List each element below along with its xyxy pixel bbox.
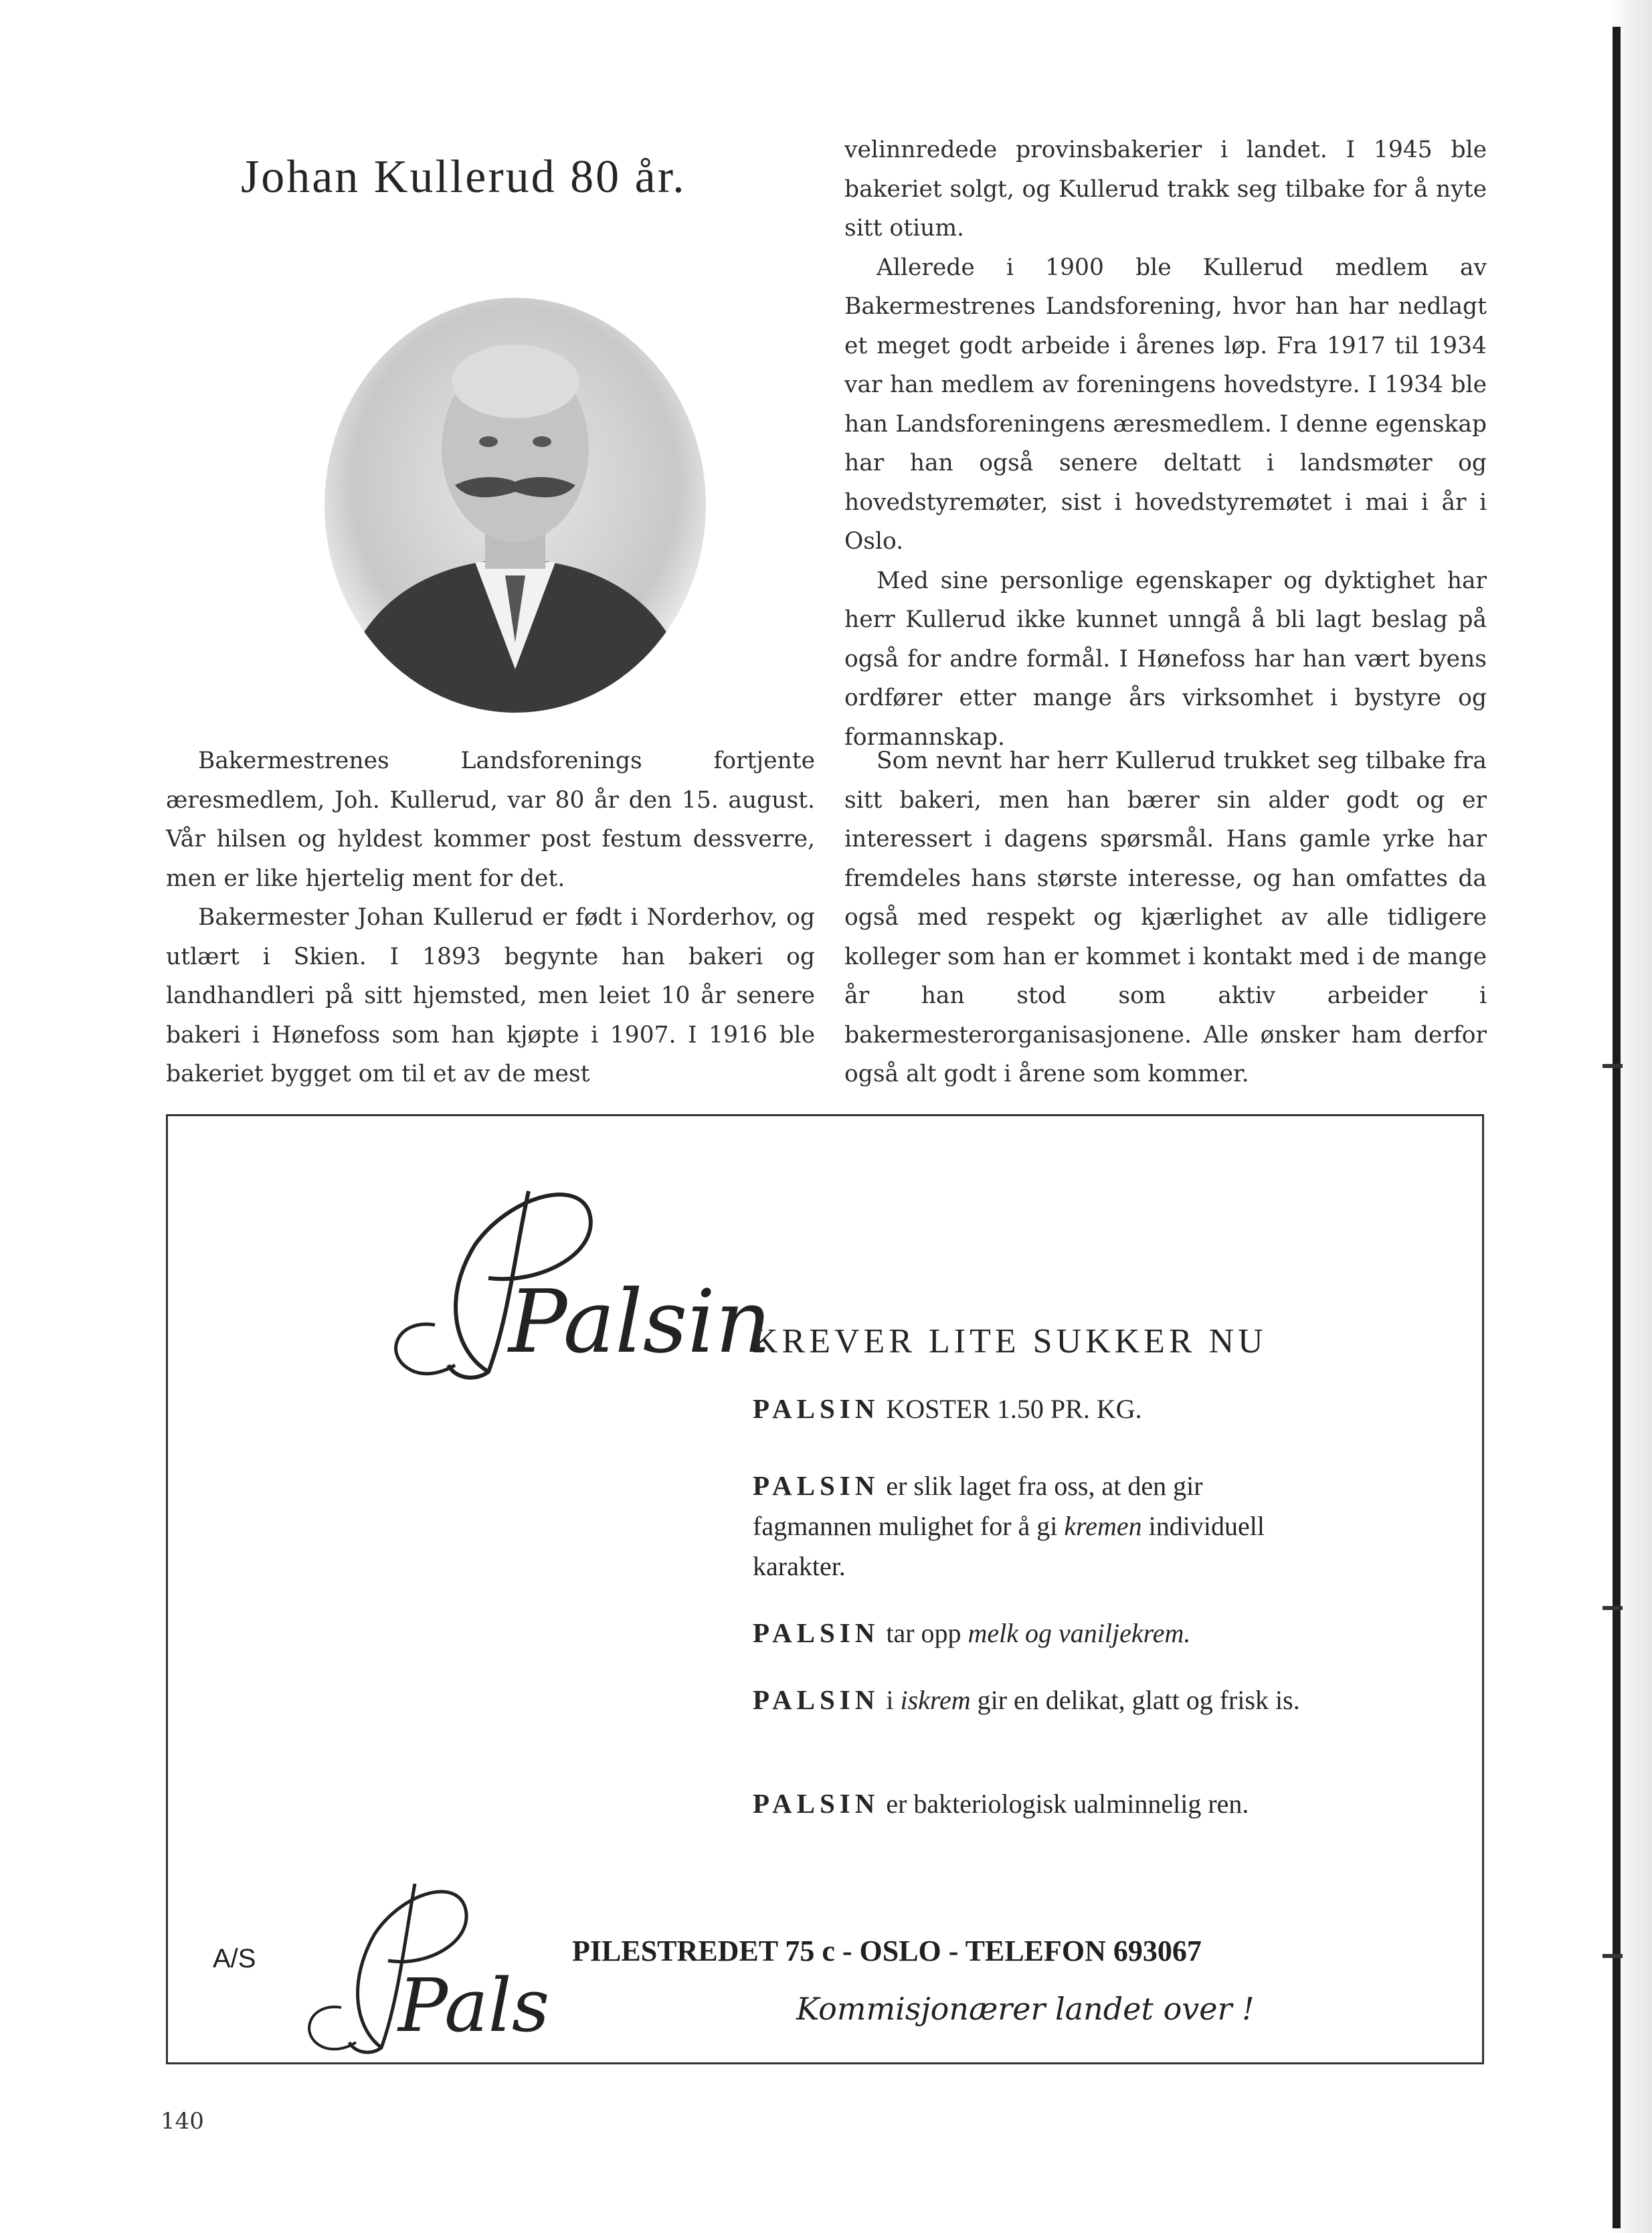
paragraph: Som nevnt har herr Kullerud trukket seg tilbake fra sitt bakeri, men han bærer sin alder godt og er interessert i dagens spørsmål. Hans gamle yrke har fremdeles hans største interesse, og han omfattes da også med respekt og kjærlighet av alle tidligere kolleger som han er kommet i kontakt med i de mange år han stod som aktiv arbeider i bakermesterorganisasjonene. Alle ønsker ham derfor også alt godt i årene som kommer. (844, 747, 1487, 1087)
page-number: 140 (161, 2108, 204, 2135)
article-title: Johan Kullerud 80 år. (241, 151, 686, 203)
ad-line-icecream: PALSIN i iskrem gir en delikat, glatt og frisk is. (753, 1684, 1300, 1715)
paragraph: velinnredede provinsbakerier i landet. I 1945 ble bakeriet solgt, og Kullerud trakk seg tilbake for å nyte sitt otium. (844, 137, 1487, 242)
article-column-left (166, 741, 815, 1094)
portrait-photo (321, 294, 709, 716)
ad-slogan: Kommisjonærer landet over ! (796, 1991, 1255, 2027)
paragraph: Allerede i 1900 ble Kullerud medlem av Bakermestrenes Landsforening, hvor han har nedlagt et meget godt arbeide i årenes løp. Fra 1917 til 1934 var han medlem av foreningens hovedstyre. I 1934 ble han Landsforeningens æresmedlem. I denne egenskap har han også senere deltatt i landsmøter og hovedstyremøter, sist i hovedstyremøtet i mai i år i Oslo. (844, 254, 1487, 555)
company-prefix: A/S (213, 1944, 256, 1973)
article-column-right-bottom (844, 741, 1487, 1094)
brand-name: PALSIN (753, 1788, 880, 1819)
brand-name: PALSIN (753, 1617, 880, 1648)
brand-name: PALSIN (753, 1393, 880, 1424)
pals-logo (281, 1847, 562, 2061)
svg-text:Pals: Pals (398, 1963, 550, 2048)
ad-line-hygiene: PALSIN er bakteriologisk ualminnelig ren. (753, 1788, 1249, 1819)
binding-mark (1602, 1064, 1623, 1068)
ad-line-price: PALSIN KOSTER 1.50 PR. KG. (753, 1393, 1142, 1424)
brand-name: PALSIN (753, 1470, 880, 1501)
page-binding-edge (1613, 27, 1621, 2228)
binding-mark (1602, 1606, 1623, 1610)
svg-text:Palsin: Palsin (509, 1271, 771, 1372)
company-address: PILESTREDET 75 c - OSLO - TELEFON 693067 (572, 1935, 1202, 1967)
article-column-right-top (844, 130, 1487, 757)
ad-line-milk: PALSIN tar opp melk og vaniljekrem. (753, 1617, 1191, 1648)
brand-name: PALSIN (753, 1684, 880, 1715)
ad-headline: KREVER LITE SUKKER NU (753, 1322, 1267, 1360)
paragraph: Med sine personlige egenskaper og dyktighet har herr Kullerud ikke kunnet unngå å bli lagt beslag på også for andre formål. I Hønefoss har han vært byens ordfører etter mange års virksomhet i bystyre og formannskap. (844, 567, 1487, 751)
paragraph: Bakermestrenes Landsforenings fortjente æresmedlem, Joh. Kullerud, var 80 år den 15. august. Vår hilsen og hyldest kommer post festum dessverre, men er like hjertelig ment for det. (166, 747, 815, 892)
binding-mark (1602, 1954, 1623, 1958)
paragraph: Bakermester Johan Kullerud er født i Norderhov, og utlært i Skien. I 1893 begynte han bakeri og landhandleri på sitt hjemsted, men leiet 10 år senere bakeri i Hønefoss som han kjøpte i 1907. I 1916 ble bakeriet bygget om til et av de mest (166, 904, 815, 1087)
palsin-logo (355, 1151, 771, 1392)
ad-line-quality: PALSIN er slik laget fra oss, at den gir fagmannen mulighet for å gi kremen individuell karakter. (753, 1470, 1265, 1581)
